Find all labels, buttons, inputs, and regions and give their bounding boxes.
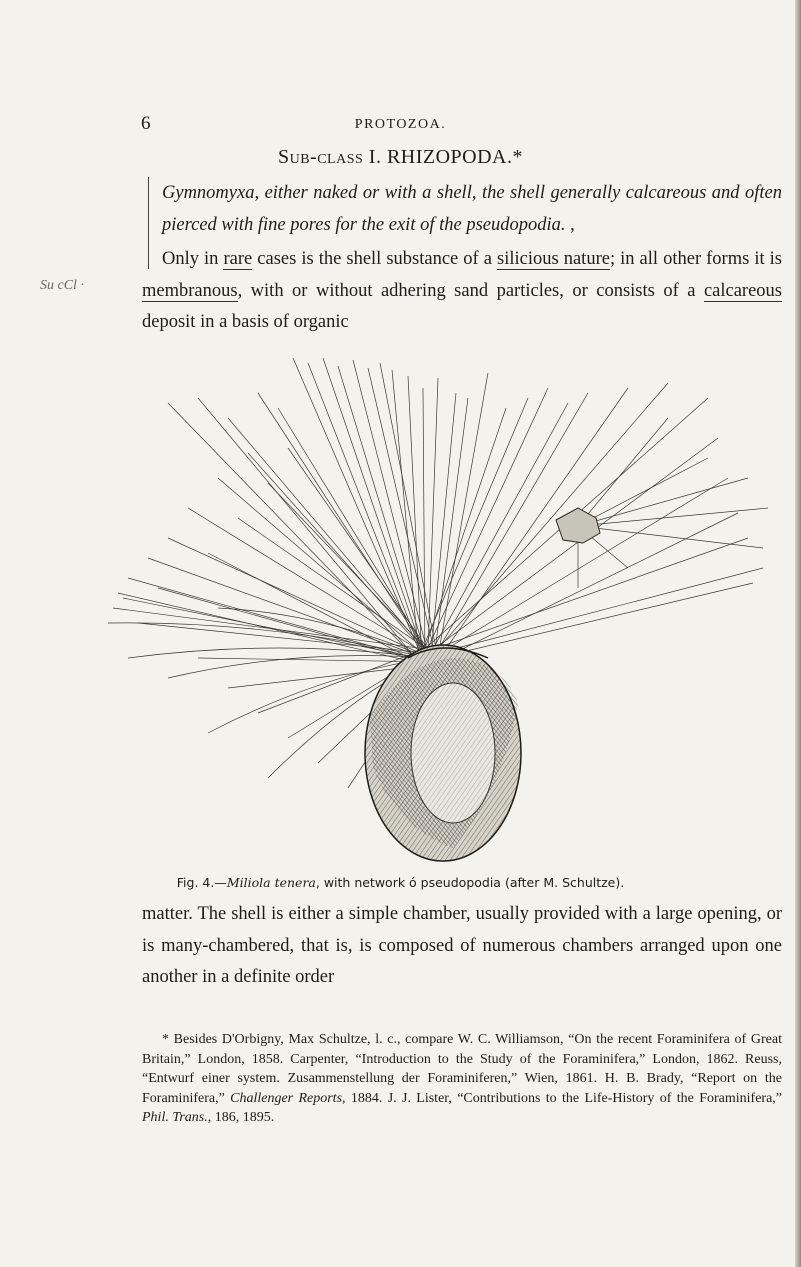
footnote-journal: Phil. Trans. <box>142 1110 208 1126</box>
pseudopod-strand <box>437 383 668 650</box>
footnote-text: , 1884. J. J. Lister, “Contributions to the Life-History of the Foraminifera,” <box>342 1090 783 1106</box>
page-edge-shadow <box>795 0 801 1267</box>
underlined-word-calcareous: calcareous <box>703 280 782 301</box>
paragraph-shell-chambers: matter. The shell is either a simple chamber, usually provided with a large opening, or is many-chambered, that is, is composed of numerous chambers arranged upon one another in a definite order <box>142 904 782 987</box>
footnote-text: * Besides D'Orbigny, Max Schultze, l. c., compare W. C. Williamson, “On the recent Foraminifera of Great Britain,” London, 1858. Carpenter, “Introduction to the Study of the Foraminifera,” London, 1862. Reuss, “Entwurf einer system. Zusammenstellung der Foraminiferen,” Wien, 1861. H. B. Brady, “Report on the Foraminifera,” <box>142 1032 782 1106</box>
pseudopod-strand <box>428 403 568 658</box>
text-run: cases is the shell substance of a <box>252 249 498 269</box>
footnote-title-challenger: Challenger Reports <box>230 1090 343 1106</box>
pencil-mark: , <box>565 214 575 235</box>
pseudopod-strand <box>578 478 748 526</box>
text-run: , with or without adhering sand particles, or consists of a <box>237 280 704 301</box>
pseudopod-strand <box>434 398 468 658</box>
reticulate-junction <box>556 508 600 543</box>
pseudopod-strand <box>228 418 425 650</box>
caption-text: , with network ó pseudopodia (after M. Schultze). <box>315 875 625 890</box>
miliola-shell <box>365 645 521 861</box>
running-head: PROTOZOA. <box>354 117 447 132</box>
pseudopod-strand <box>353 360 431 666</box>
pseudopod-strand <box>168 403 419 662</box>
pseudopod-strand <box>428 378 438 650</box>
pseudopod-strand <box>218 608 428 658</box>
pseudopod-strand <box>168 538 422 654</box>
pseudopod-strand <box>431 538 748 650</box>
section-title: Sub-class I. RHIZOPODA.* <box>277 146 524 168</box>
text-run: ; in all other forms it is <box>609 249 783 269</box>
text-run: deposit in a basis of organic <box>142 312 349 332</box>
pseudopod-strand <box>422 398 528 650</box>
footnote <box>142 1030 782 1128</box>
page-number: 6 <box>141 113 151 134</box>
miliola-engraving <box>108 358 768 868</box>
pseudopod-strand <box>113 608 434 650</box>
pseudopod-strand <box>425 478 728 662</box>
paragraph-shell-substance <box>142 244 782 339</box>
underlined-word-membranous: membranous <box>142 280 238 301</box>
definition-text: Gymnomyxa, either naked or with a shell, the shell generally calcareous and often pierced with fine pores for the exit of the pseudopodia. <box>162 183 782 235</box>
underlined-word-rare: rare <box>223 249 253 269</box>
taxon-definition <box>162 178 782 241</box>
pseudopod-strand <box>578 418 668 526</box>
caption-species: Miliola tenera <box>226 875 316 890</box>
figure-caption <box>0 875 801 890</box>
pseudopod-strand <box>431 393 456 654</box>
pseudopod-strand <box>423 388 425 666</box>
pseudopod-strand <box>268 483 431 654</box>
pseudopod-strand <box>323 358 425 658</box>
underlined-phrase-silicious: silicious nature <box>497 249 610 269</box>
pseudopod-strand <box>437 373 488 662</box>
handwritten-margin-note: Su cCl · <box>40 278 84 293</box>
pseudopod-strand <box>218 478 437 666</box>
figure-miliola-illustration <box>108 358 768 868</box>
footnote-text: , 186, 1895. <box>207 1110 275 1126</box>
text-run: Only in <box>162 249 224 269</box>
pseudopod-strand <box>578 526 763 548</box>
pseudopod-strand <box>248 453 434 662</box>
caption-label: Fig. 4.— <box>176 875 227 890</box>
pseudopod-strand <box>148 558 425 658</box>
pseudopod-strand <box>434 568 763 654</box>
